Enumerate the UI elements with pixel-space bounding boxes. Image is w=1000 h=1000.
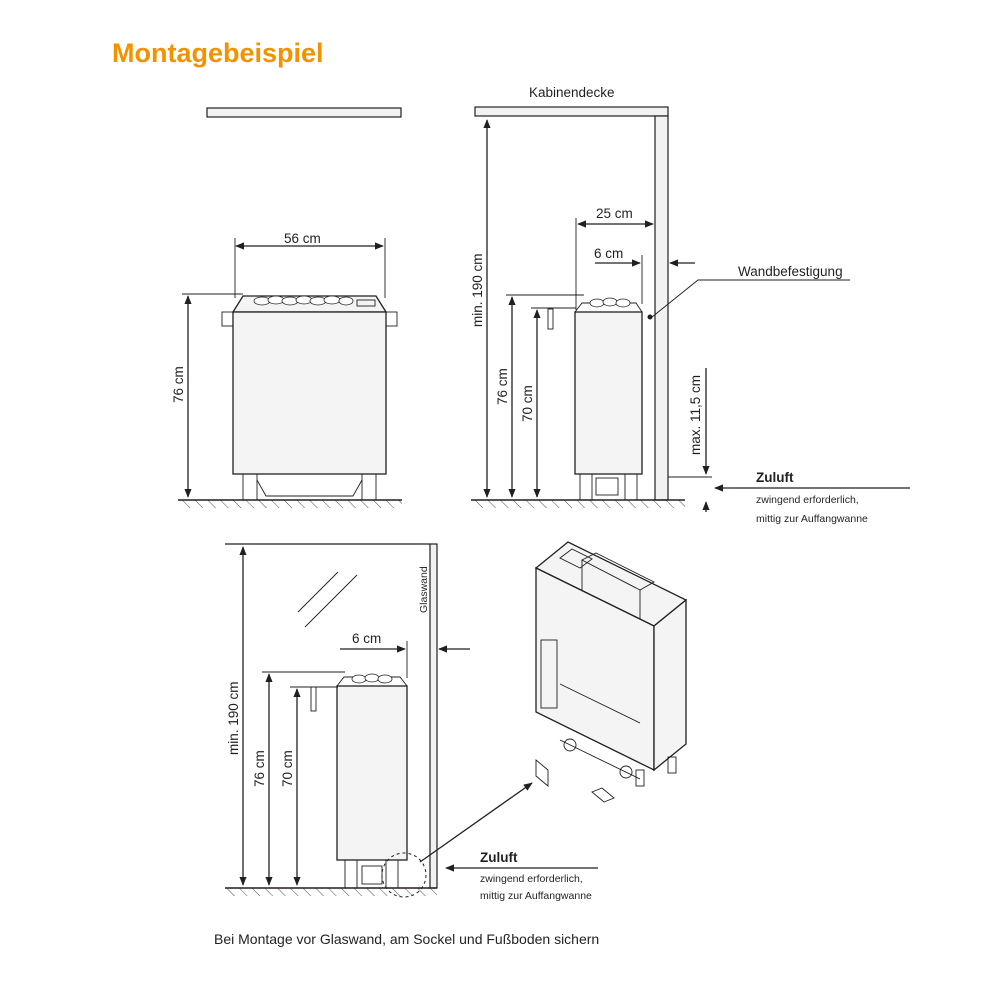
ceiling-label: Kabinendecke bbox=[529, 85, 615, 100]
air-inlet-note-1: zwingend erforderlich, bbox=[756, 494, 859, 506]
floor-hatch bbox=[178, 500, 402, 508]
ceiling-slab bbox=[207, 108, 401, 117]
air-inlet-note-3b: mittig zur Auffangwanne bbox=[480, 890, 592, 902]
leg-left bbox=[243, 474, 257, 500]
cabin-ceiling bbox=[475, 107, 668, 116]
drip-tray-glass bbox=[362, 866, 382, 884]
leg-glass-left bbox=[345, 860, 357, 888]
right-bracket bbox=[386, 312, 397, 326]
wall-distance-label: 25 cm bbox=[596, 206, 633, 221]
glass-reflection-1 bbox=[298, 572, 338, 612]
leg-side-left bbox=[580, 474, 592, 500]
wall-mount-point bbox=[648, 315, 653, 320]
back-distance-label-3: 6 cm bbox=[352, 631, 382, 646]
drip-tray bbox=[257, 480, 362, 496]
back-distance-label: 6 cm bbox=[594, 246, 624, 261]
sauna-stones-glass bbox=[352, 674, 392, 683]
heater-glass-body bbox=[337, 686, 407, 860]
height76-label: 76 cm bbox=[495, 368, 510, 405]
heater-side-body bbox=[575, 312, 642, 474]
air-inlet-note-3a: zwingend erforderlich, bbox=[480, 873, 583, 885]
air-inlet-note-2: mittig zur Auffangwanne bbox=[756, 513, 868, 525]
width-label: 56 cm bbox=[284, 231, 321, 246]
height-label: 76 cm bbox=[171, 366, 186, 403]
height70-label-3: 70 cm bbox=[280, 750, 295, 787]
wall-mount-leader bbox=[652, 280, 850, 317]
floor-hatch-2 bbox=[471, 500, 685, 508]
min-height-label: min. 190 cm bbox=[470, 253, 485, 327]
wall-mount-label: Wandbefestigung bbox=[738, 264, 843, 279]
height70-label: 70 cm bbox=[520, 385, 535, 422]
page-title: Montagebeispiel bbox=[112, 38, 324, 68]
height76-label-3: 76 cm bbox=[252, 750, 267, 787]
cabin-wall bbox=[655, 116, 668, 500]
sensor-glass bbox=[311, 687, 316, 711]
air-inlet-title: Zuluft bbox=[756, 470, 794, 485]
iso-side bbox=[654, 600, 686, 770]
leg-right bbox=[362, 474, 376, 500]
drip-tray-side bbox=[596, 478, 618, 495]
max-gap-label: max. 11,5 cm bbox=[688, 374, 703, 455]
glass-wall-label: Glaswand bbox=[418, 566, 430, 613]
sauna-stones-side bbox=[590, 298, 630, 307]
min-height-label-3: min. 190 cm bbox=[226, 681, 241, 755]
glass-wall bbox=[430, 544, 437, 888]
leg-glass-right bbox=[386, 860, 398, 888]
left-bracket bbox=[222, 312, 233, 326]
floor-clip-1 bbox=[536, 760, 548, 786]
heater-front-body bbox=[233, 312, 386, 474]
floor-hatch-3 bbox=[225, 888, 437, 896]
air-inlet-title-3: Zuluft bbox=[480, 850, 518, 865]
isometric-heater bbox=[536, 542, 686, 802]
side-view-panel bbox=[470, 85, 910, 525]
floor-clip-2 bbox=[592, 788, 614, 802]
front-view-panel bbox=[171, 108, 402, 508]
sensor-side bbox=[548, 309, 553, 329]
caption: Bei Montage vor Glaswand, am Sockel und Fußboden sichern bbox=[214, 931, 600, 947]
glass-reflection-2 bbox=[305, 575, 357, 627]
leg-side-right bbox=[625, 474, 637, 500]
